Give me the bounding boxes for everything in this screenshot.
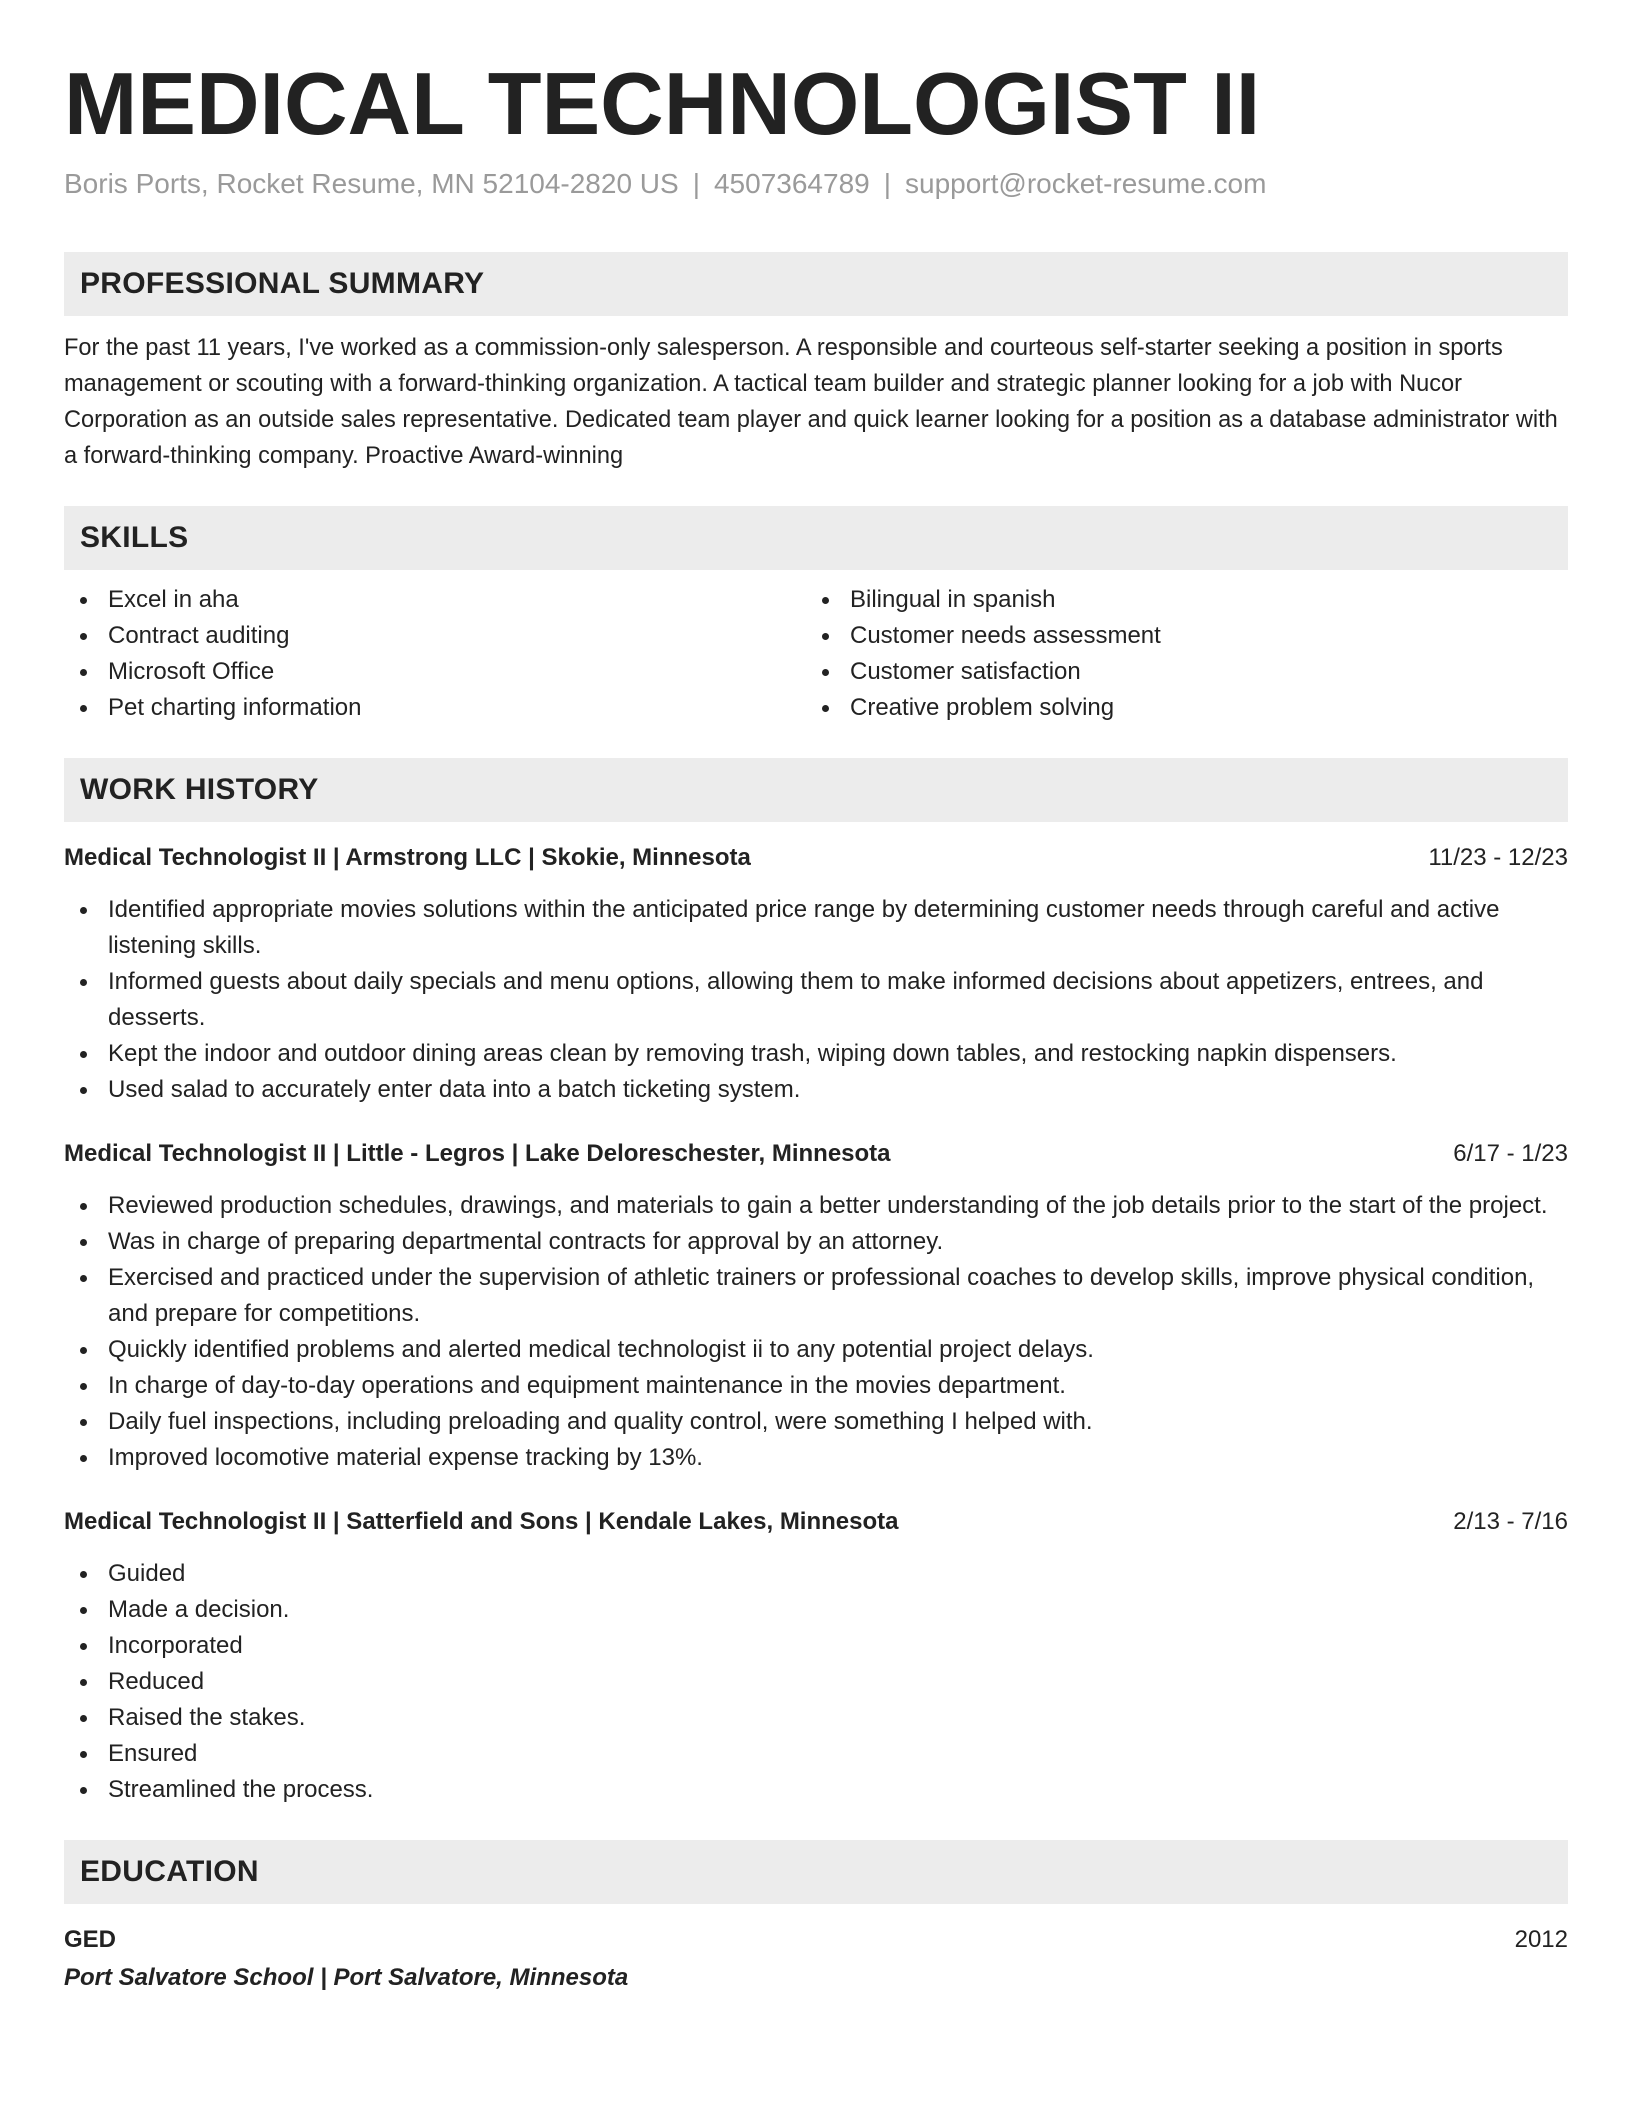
job-title: Medical Technologist II | Satterfield and Sons | Kendale Lakes, Minnesota — [64, 1508, 899, 1535]
job-bullets — [64, 1188, 1568, 1476]
job-header — [64, 840, 1568, 876]
job-bullet: In charge of day-to-day operations and equipment maintenance in the movies department. — [64, 1368, 1568, 1404]
education-year: 2012 — [1514, 1926, 1568, 1953]
skill-item: Pet charting information — [64, 690, 806, 726]
contact-separator: | — [692, 168, 700, 199]
job-title: Medical Technologist II | Armstrong LLC | Skokie, Minnesota — [64, 844, 751, 871]
education-degree: GED — [64, 1926, 117, 1953]
job-dates: 11/23 - 12/23 — [1428, 844, 1568, 871]
skills-column-left — [64, 582, 806, 726]
education-section — [64, 1840, 1568, 1996]
education-header — [64, 1922, 1568, 1958]
contact-address: Boris Ports, Rocket Resume, MN 52104-2820 US — [64, 168, 679, 199]
job-bullet: Quickly identified problems and alerted medical technologist ii to any potential project delays. — [64, 1332, 1568, 1368]
job-bullet: Reduced — [64, 1664, 1568, 1700]
job-bullet: Kept the indoor and outdoor dining areas clean by removing trash, wiping down tables, and restocking napkin dispensers. — [64, 1036, 1568, 1072]
summary-section — [64, 252, 1568, 474]
contact-separator: | — [883, 168, 891, 199]
job-bullet: Streamlined the process. — [64, 1772, 1568, 1808]
job-bullet: Raised the stakes. — [64, 1700, 1568, 1736]
job-header — [64, 1136, 1568, 1172]
skills-section — [64, 506, 1568, 726]
skill-item: Excel in aha — [64, 582, 806, 618]
job-bullet: Improved locomotive material expense tracking by 13%. — [64, 1440, 1568, 1476]
contact-line — [64, 166, 1568, 202]
skills-grid — [64, 582, 1568, 726]
skill-item: Contract auditing — [64, 618, 806, 654]
skill-item: Customer needs assessment — [806, 618, 1548, 654]
job-bullet: Daily fuel inspections, including preloading and quality control, were something I helped with. — [64, 1404, 1568, 1440]
contact-email: support@rocket-resume.com — [905, 168, 1267, 199]
job-entry — [64, 1504, 1568, 1808]
skills-heading: SKILLS — [64, 506, 1568, 570]
job-bullet: Ensured — [64, 1736, 1568, 1772]
job-title: Medical Technologist II | Little - Legros | Lake Deloreschester, Minnesota — [64, 1140, 891, 1167]
job-bullet: Made a decision. — [64, 1592, 1568, 1628]
skill-item: Creative problem solving — [806, 690, 1548, 726]
education-school: Port Salvatore School | Port Salvatore, Minnesota — [64, 1964, 629, 1991]
job-entry — [64, 840, 1568, 1108]
job-bullet: Used salad to accurately enter data into a batch ticketing system. — [64, 1072, 1568, 1108]
job-bullets — [64, 892, 1568, 1108]
contact-phone: 4507364789 — [713, 168, 870, 199]
summary-heading: PROFESSIONAL SUMMARY — [64, 252, 1568, 316]
skills-column-right — [806, 582, 1548, 726]
summary-text: For the past 11 years, I've worked as a commission-only salesperson. A responsible and courteous self-starter seeking a position in sports management or scouting with a forward-thinking organization. A tactical team builder and strategic planner looking for a job with Nucor Corporation as an outside sales representative. Dedicated team player and quick learner looking for a position as a database administrator with a forward-thinking company. Proactive Award-winning — [64, 335, 1558, 469]
job-bullet: Reviewed production schedules, drawings, and materials to gain a better understanding of the job details prior to the start of the project. — [64, 1188, 1568, 1224]
job-entry — [64, 1136, 1568, 1476]
job-bullet: Exercised and practiced under the supervision of athletic trainers or professional coaches to develop skills, improve physical condition, and prepare for competitions. — [64, 1260, 1568, 1332]
resume-page — [64, 52, 1568, 1996]
job-dates: 2/13 - 7/16 — [1453, 1508, 1568, 1535]
skill-item: Customer satisfaction — [806, 654, 1548, 690]
job-bullet: Was in charge of preparing departmental contracts for approval by an attorney. — [64, 1224, 1568, 1260]
work-history-section — [64, 758, 1568, 1808]
work-history-heading: WORK HISTORY — [64, 758, 1568, 822]
job-bullets — [64, 1556, 1568, 1808]
education-heading: EDUCATION — [64, 1840, 1568, 1904]
job-bullet: Identified appropriate movies solutions within the anticipated price range by determining customer needs through careful and active listening skills. — [64, 892, 1568, 964]
job-bullet: Incorporated — [64, 1628, 1568, 1664]
skill-item: Bilingual in spanish — [806, 582, 1548, 618]
job-dates: 6/17 - 1/23 — [1453, 1140, 1568, 1167]
job-bullet: Informed guests about daily specials and menu options, allowing them to make informed decisions about appetizers, entrees, and desserts. — [64, 964, 1568, 1036]
resume-title: MEDICAL TECHNOLOGIST II — [64, 54, 1261, 153]
skill-item: Microsoft Office — [64, 654, 806, 690]
job-bullet: Guided — [64, 1556, 1568, 1592]
job-header — [64, 1504, 1568, 1540]
